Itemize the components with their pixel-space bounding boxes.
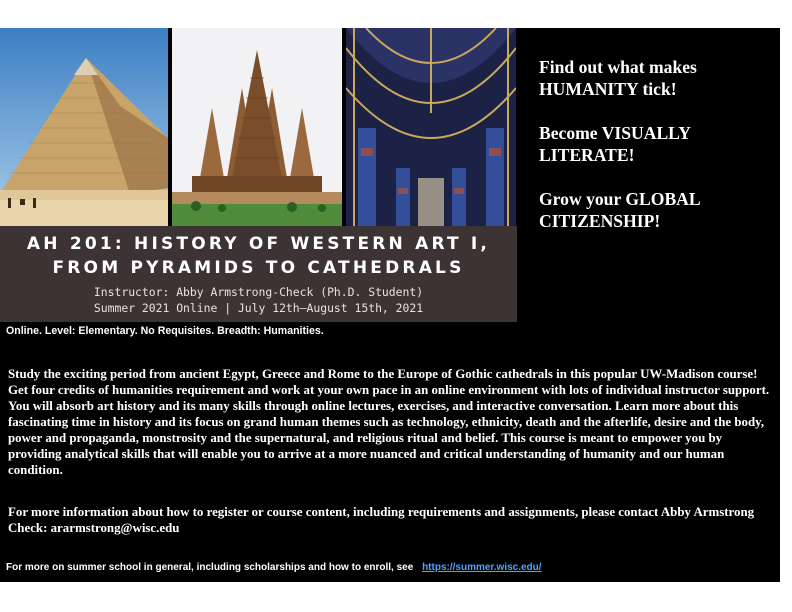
course-title-line-1: AH 201: HISTORY OF WESTERN ART I, xyxy=(26,234,491,254)
flyer xyxy=(0,28,780,582)
taglines xyxy=(539,56,775,254)
course-info: Online. Level: Elementary. No Requisites. Breadth: Humanities. xyxy=(6,325,324,337)
temple-photo xyxy=(172,28,342,226)
footer xyxy=(6,562,542,573)
course-title-line-2: FROM PYRAMIDS TO CATHEDRALS xyxy=(52,258,465,278)
footer-text: For more on summer school in general, including scholarships and how to enroll, see xyxy=(6,562,414,573)
tagline-visually-literate: Become VISUALLY LITERATE! xyxy=(539,123,691,165)
tagline-humanity: Find out what makes HUMANITY tick! xyxy=(539,57,697,99)
session-dates-line: Summer 2021 Online | July 12th–August 15th, 2021 xyxy=(93,301,424,315)
pyramid-photo xyxy=(0,28,168,226)
tagline-global-citizenship: Grow your GLOBAL CITIZENSHIP! xyxy=(539,189,700,231)
contact-info: For more information about how to register or course content, including requirements and assignments, please contact Abby Armstrong Check: ararmstrong@wisc.edu xyxy=(8,505,755,535)
summer-school-link[interactable]: https://summer.wisc.edu/ xyxy=(422,562,542,573)
cathedral-photo xyxy=(346,28,516,226)
title-band xyxy=(0,226,517,322)
course-description: Study the exciting period from ancient Egypt, Greece and Rome to the Europe of Gothic cathedrals in this popular UW-Madison course! Get four credits of humanities requirement and work at your own pace in an online environment with lots of individual instructor support. You will absorb art history and its many skills through online lectures, exercises, and interactive conversation. Learn more about this fascinating time in history and its focus on grand human themes such as technology, ethnicity, death and the afterlife, desire and the body, power and propaganda, monstrosity and the supernatural, and religious ritual and belief. This course is meant to empower you by providing analytical skills that will enable you to arrive at a more nuanced and critical understanding of humanity and our human condition. xyxy=(8,367,770,477)
instructor-line: Instructor: Abby Armstrong-Check (Ph.D. Student) xyxy=(93,285,424,299)
